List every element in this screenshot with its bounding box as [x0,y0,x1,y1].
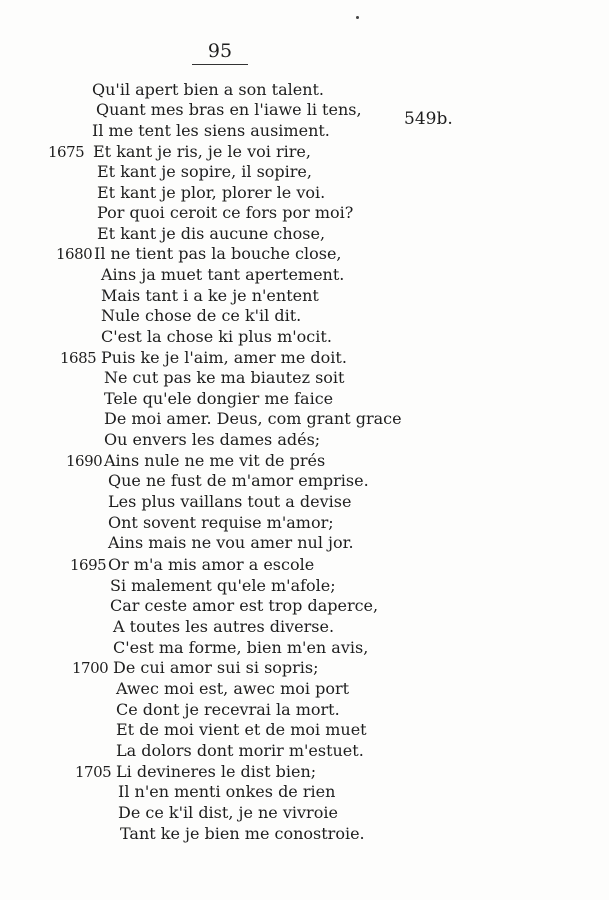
verse-line: Qu'il apert bien a son talent. [92,80,325,99]
line-number: 1700 [72,659,109,677]
verse-line: Mais tant i a ke je n'entent [101,286,319,305]
verse-line: Il ne tient pas la bouche close, [94,244,342,263]
page-number-rule [192,64,248,65]
verse-line: Por quoi ceroit ce fors por moi? [97,203,354,222]
verse-line: Il me tent les siens ausiment. [92,121,330,140]
verse-line: Ains nule ne me vit de prés [104,451,326,470]
line-number: 1675 [48,143,85,161]
verse-line: A toutes les autres diverse. [113,617,335,636]
verse-line: Et kant je dis aucune chose, [97,224,326,243]
verse-line: C'est ma forme, bien m'en avis, [113,638,369,657]
verse-line: Il n'en menti onkes de rien [118,782,336,801]
verse-line: Que ne fust de m'amor emprise. [108,471,369,490]
verse-line: Tele qu'ele dongier me faice [104,389,334,408]
line-number: 1705 [75,763,112,781]
verse-line: Ont sovent requise m'amor; [108,513,334,532]
verse-line: Ce dont je recevrai la mort. [116,700,340,719]
line-number: 1685 [60,349,97,367]
verse-line: Les plus vaillans tout a devise [108,492,352,511]
verse-line: De cui amor sui si sopris; [113,658,319,677]
verse-line: Et de moi vient et de moi muet [116,720,367,739]
verse-line: Si malement qu'ele m'afole; [110,576,336,595]
ink-speck [356,16,359,19]
verse-line: Ains mais ne vou amer nul jor. [108,533,354,552]
verse-line: C'est la chose ki plus m'ocit. [101,327,332,346]
verse-line: Awec moi est, awec moi port [116,679,350,698]
verse-line: Puis ke je l'aim, amer me doit. [101,348,347,367]
verse-line: Et kant je sopire, il sopire, [97,162,312,181]
verse-line: De ce k'il dist, je ne vivroie [118,803,338,822]
verse-line: Ne cut pas ke ma biautez soit [104,368,345,387]
verse-line: La dolors dont morir m'estuet. [116,741,364,760]
verse-line: Car ceste amor est trop daperce, [110,596,379,615]
verse-line: Ou envers les dames adés; [104,430,321,449]
verse-line: Li devineres le dist bien; [116,762,317,781]
verse-line: Et kant je plor, plorer le voi. [97,183,326,202]
line-number: 1690 [66,452,103,470]
verse-line: Or m'a mis amor a escole [108,555,315,574]
verse-line: Quant mes bras en l'iawe li tens, [96,100,362,119]
verse-line: Nule chose de ce k'il dit. [101,306,302,325]
line-number: 1680 [56,245,93,263]
verse-line: Ains ja muet tant apertement. [101,265,345,284]
page-number: 95 [207,40,233,62]
verse-line: Et kant je ris, je le voi rire, [93,142,311,161]
verse-line: Tant ke je bien me conostroie. [120,824,365,843]
line-number: 1695 [70,556,107,574]
folio-marker: 549b. [404,109,453,129]
verse-line: De moi amer. Deus, com grant grace [104,409,402,428]
